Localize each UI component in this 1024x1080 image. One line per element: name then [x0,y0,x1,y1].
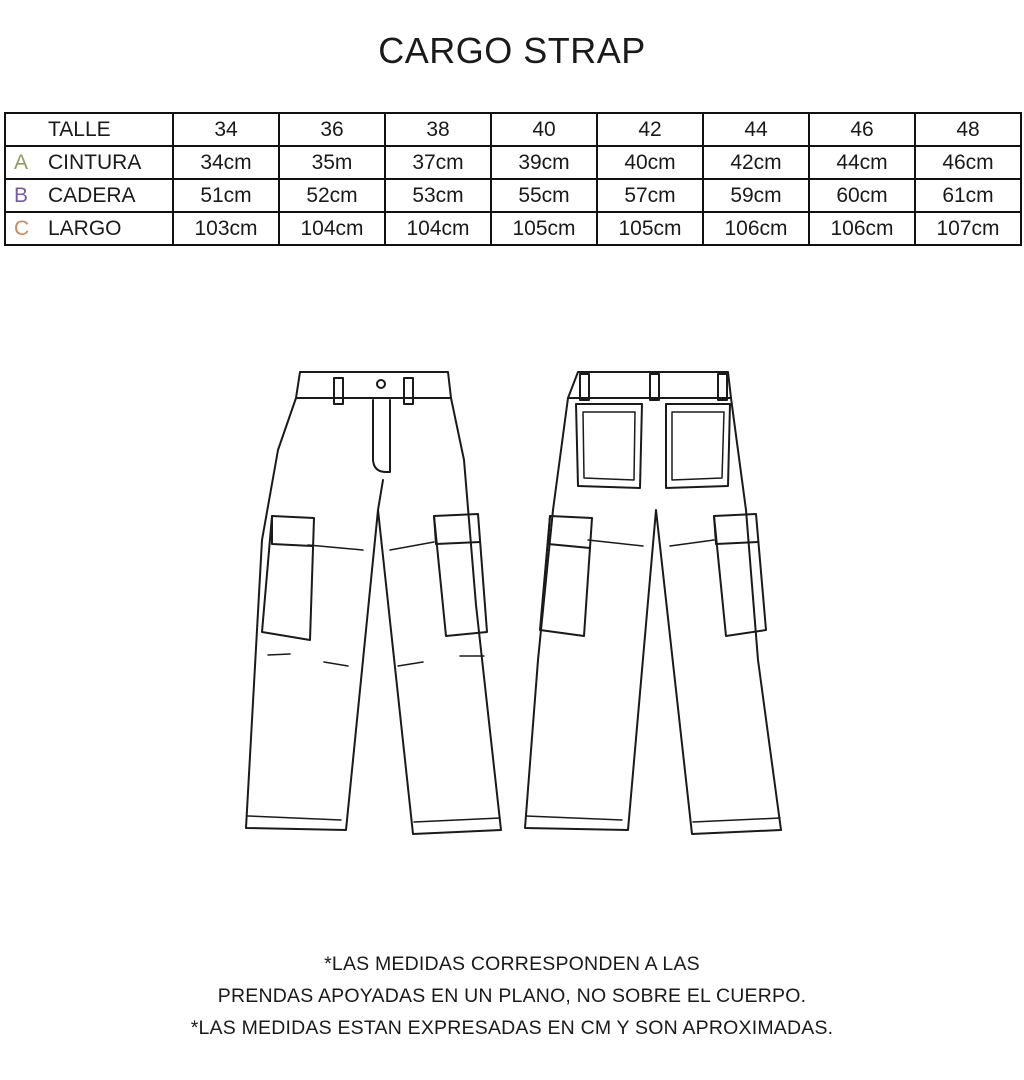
table-cell: 104cm [385,212,491,245]
table-cell: 51cm [173,179,279,212]
table-cell: 42cm [703,146,809,179]
row-label-cell [5,179,173,212]
table-cell: 39cm [491,146,597,179]
table-cell: 104cm [279,212,385,245]
table-cell: 106cm [703,212,809,245]
row-label-cell [5,146,173,179]
table-cell: 105cm [597,212,703,245]
row-label: LARGO [48,216,122,240]
table-cell: 53cm [385,179,491,212]
table-row [5,146,1021,179]
table-row [5,179,1021,212]
note-line: *LAS MEDIDAS ESTAN EXPRESADAS EN CM Y SON APROXIMADAS. [190,1017,834,1039]
size-header: 42 [597,113,703,146]
row-letter: B [14,183,29,207]
table-cell: 105cm [491,212,597,245]
row-label: CINTURA [48,150,142,174]
table-cell: 35m [279,146,385,179]
size-header: 44 [703,113,809,146]
header-label: TALLE [48,117,111,141]
table-cell: 40cm [597,146,703,179]
table-cell: 60cm [809,179,915,212]
table-cell: 52cm [279,179,385,212]
size-header: 38 [385,113,491,146]
table-cell: 106cm [809,212,915,245]
size-header: 34 [173,113,279,146]
pants-front-view [246,372,501,834]
row-label: CADERA [48,183,136,207]
size-header: 40 [491,113,597,146]
page-title: CARGO STRAP [378,30,646,71]
size-header: 46 [809,113,915,146]
size-header: 48 [915,113,1021,146]
cargo-pants-technical-drawing [238,360,788,850]
table-cell: 55cm [491,179,597,212]
row-label-cell [5,212,173,245]
note-line: PRENDAS APOYADAS EN UN PLANO, NO SOBRE EL CUERPO. [217,985,807,1007]
table-cell: 37cm [385,146,491,179]
row-letter: A [14,150,29,174]
pants-back-view [525,372,781,834]
table-cell: 59cm [703,179,809,212]
header-label-cell [5,113,173,146]
table-cell: 34cm [173,146,279,179]
table-cell: 46cm [915,146,1021,179]
table-row [5,212,1021,245]
table-header-row [5,113,1021,146]
table-cell: 107cm [915,212,1021,245]
table-cell: 61cm [915,179,1021,212]
size-chart-table [4,112,1022,246]
table-cell: 57cm [597,179,703,212]
table-cell: 44cm [809,146,915,179]
size-header: 36 [279,113,385,146]
table-cell: 103cm [173,212,279,245]
row-letter: C [14,216,30,240]
measurement-notes [0,948,1024,1044]
note-line: *LAS MEDIDAS CORRESPONDEN A LAS [324,953,700,975]
